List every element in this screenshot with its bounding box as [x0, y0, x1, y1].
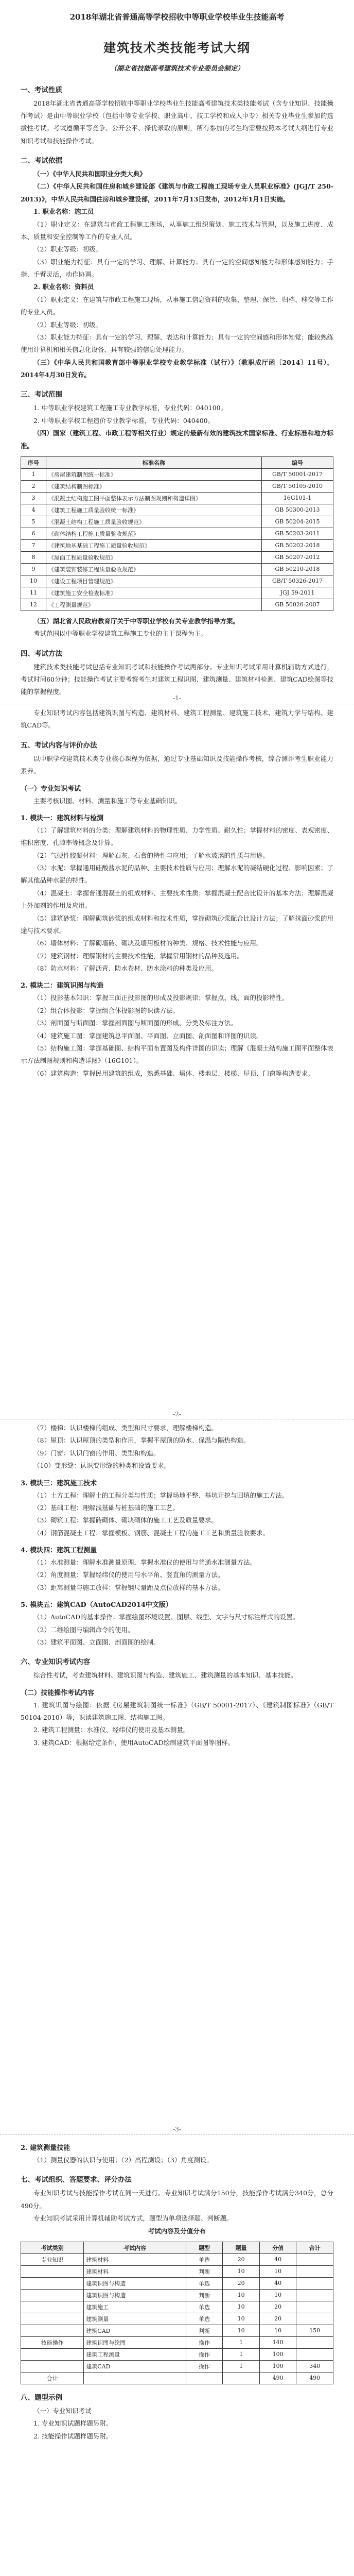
table-cell: 合计 [21, 2372, 84, 2384]
table-cell: 100 [259, 2348, 296, 2360]
paragraph: （4）钢筋混凝土工程：掌握模板、钢筋、混凝土工程的施工工艺和质量验收要求。 [33, 1529, 269, 1537]
table-cell: 10 [223, 2289, 260, 2301]
paragraph: （3）剖面图与断面图：掌握剖面图与断面图的形成、分类及标注方法。 [33, 1019, 237, 1027]
paragraph: （1）职业定义：在建筑与市政工程施工现场，从事施工信息资料的收集、整理、保管、归档、移交等工作的专业人员。 [21, 295, 333, 316]
paragraph: （3）职业能力特征：具有一定的学习、理解、计算能力；具有一定的空间感知能力和形体感知能力；手指、手臂灵活，动作协调。 [21, 258, 333, 278]
paragraph: 考试范围以中等职业学校建筑工程施工专业的主干课程为主。 [33, 630, 207, 638]
table-cell: 10 [223, 2313, 260, 2325]
subsection-heading: 2. 建筑测量技能 [21, 2144, 70, 2152]
paragraph: （2）职业等级：初级。 [33, 245, 102, 253]
table-row [21, 575, 333, 587]
table-cell: 20 [259, 2313, 296, 2325]
paragraph: 专业知识考试采用计算机辅助考试方式，题型为单项选择题、判断题。 [33, 2214, 233, 2223]
table-cell: GB/T 50105-2010 [262, 480, 333, 492]
table-cell [21, 2301, 84, 2313]
table-cell [84, 2372, 186, 2384]
table-cell: 建筑材料 [84, 2265, 186, 2277]
table-cell: JGJ 59-2011 [262, 587, 333, 599]
paragraph: （1）土方工程：理解土的工程分类与性质；掌握场地平整、基坑开挖与回填的施工方法。 [33, 1491, 289, 1499]
page-4 [0, 2137, 354, 2576]
paragraph: 2. 中等职业学校工程造价专业教学标准，专业代码：040400。 [33, 416, 215, 425]
paragraph: （一）专业知识考试 [33, 2406, 92, 2415]
table-row [21, 528, 333, 539]
paragraph: 2. 建筑工程测量：水准仪、经纬仪的使用及基本测量。 [33, 1726, 190, 1734]
table-cell: 40 [259, 2253, 296, 2265]
table-cell: 《工程测量规范》 [46, 599, 262, 611]
page-number: -1- [173, 694, 181, 702]
table-cell [296, 2336, 333, 2348]
section-heading: 五、考试内容与评价办法 [21, 741, 97, 750]
paragraph: 综合性考试，考查建筑材料、建筑识图与构造、建筑施工、建筑测量的基本知识、基本技能。 [33, 1671, 297, 1680]
paragraph: （1）AutoCAD的基本操作：掌握绘图环境设置、图层、线型、文字与尺寸标注样式的设置。 [33, 1613, 299, 1621]
table-cell: GB 50207-2012 [262, 551, 333, 563]
table-cell: 10 [223, 2325, 260, 2336]
table-cell: 《建筑装饰装修工程质量验收规范》 [46, 563, 262, 575]
table-cell [296, 2265, 333, 2277]
table-cell: 10 [259, 2289, 296, 2301]
paragraph: 专业知识考试内容包括建筑识图与构造、建筑材料、建筑工程测量、建筑施工技术、建筑力学与结构、建筑CAD等。 [21, 709, 333, 730]
paragraph: 1. 中等职业学校建筑工程施工专业教学标准，专业代码：040100。 [33, 404, 227, 412]
table-cell: 《房屋建筑制图统一标准》 [46, 468, 262, 480]
table-cell [223, 2372, 260, 2384]
table-cell: 1 [21, 468, 46, 480]
table-header: 考试类别 [21, 2242, 84, 2253]
table-cell: GB 50204-2015 [262, 516, 333, 528]
subsection-heading: 3. 模块三：建筑施工技术 [21, 1479, 97, 1487]
paragraph: （2）气硬性胶凝材料：理解石灰、石膏的特性与应用；了解水玻璃的性质与用途。 [33, 851, 269, 859]
table-row [21, 587, 333, 599]
table-cell: 判断 [186, 2265, 223, 2277]
paragraph: （6）建筑构造：掌握民用建筑的组成，熟悉基础、墙体、楼地层、楼梯、屋顶、门窗等构造要求。 [33, 1069, 314, 1077]
table-cell: 1 [223, 2336, 260, 2348]
page-number: -2- [173, 1411, 181, 1418]
table-row [21, 2336, 333, 2348]
table-header: 编号 [262, 456, 333, 468]
table-cell: 20 [259, 2301, 296, 2313]
page-number: -3- [173, 2126, 181, 2133]
table-cell: GB 50300-2013 [262, 504, 333, 516]
paragraph: 主要考核识图、材料、测量和施工等专业基础知识。 [33, 796, 182, 805]
paragraph: （7）建筑钢材：理解钢材的主要技术性能，掌握常用钢材的品种及选用。 [33, 952, 243, 960]
table-cell: 《建筑施工安全检查标准》 [46, 587, 262, 599]
table-cell: 1 [223, 2348, 260, 2360]
table-cell: 340 [296, 2360, 333, 2372]
paragraph: （3）砌筑工程：掌握砖砌体、砌块砌体的施工工艺及质量要求。 [33, 1516, 218, 1524]
page-1 [0, 0, 354, 694]
table-cell: 技能操作 [21, 2336, 84, 2348]
table-cell: 10 [259, 2265, 296, 2277]
paragraph: （9）门窗：认识门窗的作用、类型和构造。 [33, 1449, 160, 1457]
paragraph: 专业知识考试与技能操作考试在同一天进行。专业知识考试满分150分，技能操作考试满分340分，总分490分。 [21, 2189, 333, 2210]
table-cell: 140 [259, 2336, 296, 2348]
paragraph: 2. 技能操作试题样题另附。 [33, 2432, 113, 2440]
table-cell: 11 [21, 587, 46, 599]
table-title: 考试内容及分值分布 [148, 2227, 206, 2235]
table-cell: 1 [223, 2360, 260, 2372]
table-cell [296, 2277, 333, 2289]
table-header: 合计 [296, 2242, 333, 2253]
table-row [21, 2301, 333, 2313]
paragraph: 以中职学校建筑技术类专业核心课程为依据，通过专业基础知识及技能操作考核，综合测评考生职业能力素养。 [21, 754, 333, 775]
table-cell: 单选 [186, 2253, 223, 2265]
table-cell [21, 2265, 84, 2277]
paragraph: 1. 建筑识图与绘图：依据《房屋建筑制图统一标准》（GB/T 50001-2017）、《建筑制图标准》（GB/T 50104-2010）等，识读建筑施工图、结构施工图。 [21, 1701, 333, 1721]
table-cell: 专业知识 [21, 2253, 84, 2265]
paragraph: （7）楼梯：认识楼梯的组成、类型和尺寸要求，理解楼梯构造。 [33, 1424, 218, 1432]
table-cell [21, 2360, 84, 2372]
table-cell: 建筑CAD [84, 2360, 186, 2372]
table-cell: 20 [223, 2277, 260, 2289]
table-header: 标准名称 [46, 456, 262, 468]
table-cell [21, 2289, 84, 2301]
section-heading: 三、考试范围 [21, 391, 62, 399]
table-cell: 《混凝土结构施工图平面整体表示方法制图规则和构造详图》 [46, 492, 262, 504]
table-cell: 10 [21, 575, 46, 587]
table-cell: 2 [21, 480, 46, 492]
table-cell: GB/T 50001-2017 [262, 468, 333, 480]
table-row [21, 2277, 333, 2289]
table-cell: 建筑材料 [84, 2253, 186, 2265]
paragraph: 2018年湖北省普通高等学校招收中等职业学校毕业生技能高考建筑技术类技能考试（含专业知识、技能操作考试）是由中等职业学校（包括中等专业学校、职业高中、技工学校和成人中专）相关专业毕业生参加的选拔性考试。考试遵循平等竞争、公开公平、择优录取的原则，所有参加的考生均需要按照本考试大纲进行专业知识考试和技能操作考试。 [21, 99, 333, 145]
table-cell [186, 2372, 223, 2384]
table-cell: 建筑识图与构造 [84, 2289, 186, 2301]
paragraph: （2）职业等级：初级。 [33, 320, 102, 329]
table-cell: 20 [223, 2253, 260, 2265]
table-cell [21, 2277, 84, 2289]
table-cell: 《砌体结构工程施工质量验收规范》 [46, 528, 262, 539]
paragraph: （三）《中华人民共和国教育部中等职业学校专业教学标准（试行）》（教职成厅函〔2014〕11号），2014年4月30日发布。 [21, 358, 333, 379]
table-cell: GB 50203-2011 [262, 528, 333, 539]
table-cell: 操作 [186, 2348, 223, 2360]
table-cell: 建筑工程测量 [84, 2348, 186, 2360]
paragraph: （2）基础工程：理解浅基础与桩基础的施工工艺。 [33, 1503, 179, 1512]
table-row [21, 563, 333, 575]
paragraph: （8）防水材料：了解沥青、防水卷材、防水涂料的种类及应用。 [33, 964, 218, 972]
table-cell [296, 2301, 333, 2313]
paragraph: （四）国家（建筑工程、市政工程等相关行业）规定的最新有效的建筑技术国家标准、行业标准和地方标准。 [21, 429, 333, 450]
table-cell: 40 [259, 2277, 296, 2289]
table-row [21, 2372, 333, 2384]
subsection-heading: （一）专业知识考试 [21, 785, 81, 793]
paragraph: （2）角度测量：掌握经纬仪的使用与水平角、竖直角的测量方法。 [33, 1571, 224, 1579]
paragraph: （6）墙体材料：了解砌墙砖、砌块及墙用板材的种类、规格、技术性能与应用。 [33, 939, 263, 947]
paragraph: （1）水准测量：理解水准测量原理，掌握水准仪的使用与普通水准测量方法。 [33, 1558, 256, 1566]
table-row [21, 551, 333, 563]
paragraph: （1）测量仪器的认识与使用；（2）高程测设；（3）角度测设。 [33, 2156, 213, 2164]
table-header: 考试内容 [84, 2242, 186, 2253]
table-cell: GB 50210-2018 [262, 563, 333, 575]
section-heading: 四、考试方法 [21, 649, 62, 658]
table-cell: 10 [223, 2265, 260, 2277]
table-cell: 建筑识图与构造 [84, 2277, 186, 2289]
table-cell: 150 [296, 2325, 333, 2336]
section-heading: 二、考试依据 [21, 157, 62, 165]
doc-title-top: 2018年湖北省普通高等学校招收中等职业学校毕业生技能高考 [69, 12, 285, 22]
table-cell: 3 [21, 492, 46, 504]
paragraph: 建筑技术类技能考试包括专业知识考试和技能操作考试两部分。专业知识考试采用计算机辅助方式进行，考试时间60分钟；技能操作考试主要考察考生对建筑工程识图、建筑测量、建筑材料检测、建筑CAD绘图等技能的掌握程度。 [21, 663, 333, 696]
table-cell: 100 [259, 2360, 296, 2372]
table-cell: 490 [296, 2372, 333, 2384]
paragraph: （2）组合体投影：掌握组合体投影图的识读方法。 [33, 1006, 179, 1014]
paragraph: （3）距离测量与施工放样：掌握钢尺量距及点位放样的基本方法。 [33, 1583, 224, 1591]
table-cell: 单选 [186, 2277, 223, 2289]
section-heading: 六、专业知识考试内容 [21, 1658, 90, 1667]
table-cell: 操作 [186, 2336, 223, 2348]
table-cell [296, 2253, 333, 2265]
table-cell: 7 [21, 539, 46, 551]
table-cell: 建筑CAD [84, 2325, 186, 2336]
table-cell: 建筑施工 [84, 2301, 186, 2313]
table-cell: GB 50202-2018 [262, 539, 333, 551]
table-cell: 16G101-1 [262, 492, 333, 504]
table-cell: 单选 [186, 2313, 223, 2325]
table-row [21, 2265, 333, 2277]
table-cell: 《建筑工程施工质量验收统一标准》 [46, 504, 262, 516]
table-cell: 10 [259, 2325, 296, 2336]
table-cell: 单选 [186, 2301, 223, 2313]
table-cell: 《混凝土结构工程施工质量验收规范》 [46, 516, 262, 528]
paragraph: （4）混凝土：掌握普通混凝土的组成材料、主要技术性质；掌握混凝土配合比设计的基本方法；理解混凝土外加剂的作用及应用。 [21, 889, 333, 910]
table-cell: 8 [21, 551, 46, 563]
paragraph: （5）建筑砂浆：理解砌筑砂浆的组成材料和技术性质，掌握砌筑砂浆配合比设计方法；了解抹面砂浆的用途与技术要求。 [21, 914, 333, 935]
paragraph: 2. 职业名称：资料员 [33, 283, 94, 291]
score-table [21, 2242, 333, 2384]
paragraph: （1）了解建筑材料的分类；理解建筑材料的物理性质、力学性质、耐久性；掌握材料的密度、表观密度、堆积密度、孔隙率等概念及计算。 [21, 826, 333, 847]
table-header: 序号 [21, 456, 46, 468]
table-row [21, 2325, 333, 2336]
paragraph: （五）湖北省人民政府教育厅关于中等职业学校有关专业教学指导方案。 [33, 617, 240, 625]
table-cell: 12 [21, 599, 46, 611]
table-header: 分值 [259, 2242, 296, 2253]
table-row [21, 2253, 333, 2265]
table-row [21, 539, 333, 551]
table-row [21, 2289, 333, 2301]
table-row [21, 480, 333, 492]
table-header: 题量 [223, 2242, 260, 2253]
paragraph: （5）结构施工图：掌握基础图、结构平面布置图及构件详图的识读；理解《混凝土结构施工图平面整体表示方法制图规则和构造详图》（16G101）。 [21, 1044, 333, 1065]
table-cell [296, 2289, 333, 2301]
paragraph: 1. 职业名称：施工员 [33, 208, 94, 216]
table-cell: 判断 [186, 2325, 223, 2336]
subsection-heading: 4. 模块四：建筑工程测量 [21, 1547, 97, 1554]
subsection-heading: 1. 模块一：建筑材料与检测 [21, 814, 104, 822]
table-cell: 490 [259, 2372, 296, 2384]
table-cell: GB 50026-2007 [262, 599, 333, 611]
table-row [21, 516, 333, 528]
table-cell: 10 [223, 2301, 260, 2313]
paragraph: （1）职业定义：在建筑与市政工程施工现场，从事施工组织策划、施工技术与管理，以及施工进度、成本、质量和安全控制等工作的专业人员。 [21, 220, 333, 241]
table-cell: 《建筑地基基础工程施工质量验收规范》 [46, 539, 262, 551]
table-cell: 《建设工程项目管理规范》 [46, 575, 262, 587]
table-row [21, 2348, 333, 2360]
table-cell: 判断 [186, 2289, 223, 2301]
table-cell: 《屋面工程质量验收规范》 [46, 551, 262, 563]
table-cell: 5 [21, 516, 46, 528]
subsection-heading: （二）技能操作考试内容 [21, 1689, 95, 1697]
paragraph: （2）二维绘图与编辑命令的使用。 [33, 1625, 134, 1634]
paragraph: （3）建筑平面图、立面图、剖面图的绘制。 [33, 1638, 160, 1646]
table-cell: 4 [21, 504, 46, 516]
doc-subtitle: （湖北省技能高考建筑技术专业委员会制定） [110, 64, 244, 73]
table-row [21, 492, 333, 504]
table-cell: 建筑识图与绘图 [84, 2336, 186, 2348]
table-cell [21, 2348, 84, 2360]
paragraph: （4）建筑施工图：掌握建筑总平面图、平面图、立面图、剖面图和详图的识读。 [33, 1031, 263, 1040]
table-row [21, 599, 333, 611]
paragraph: （3）职业能力特征：具有一定的学习、理解、表达和计算能力；具有一定的空间感和形体知觉；能较熟练使用计算机和相关信息化设备，具有较强的信息处理能力。 [21, 333, 333, 354]
subsection-heading: 5. 模块五：建筑CAD（AutoCAD2014中文版） [21, 1601, 172, 1609]
table-cell: GB/T 50326-2017 [262, 575, 333, 587]
table-cell: 建筑测量 [84, 2313, 186, 2325]
standards-table [21, 456, 333, 611]
page-3 [0, 1422, 354, 2126]
paragraph: 1. 专业知识试题样题另附。 [33, 2419, 113, 2428]
section-heading: 八、题型示例 [21, 2393, 62, 2402]
paragraph: （1）投影基本知识：掌握三面正投影图的形成及投影规律；掌握点、线、面的投影特性。 [33, 994, 289, 1002]
table-row [21, 468, 333, 480]
paragraph: 3. 建筑CAD：根据给定条件，使用AutoCAD绘制建筑平面图等图样。 [33, 1738, 235, 1747]
paragraph: （8）屋顶：认识屋顶的类型和作用，掌握平屋顶的防水、保温与隔热构造。 [33, 1436, 250, 1445]
paragraph: （一）《中华人民共和国职业分类大典》 [33, 170, 146, 178]
page-2 [0, 707, 354, 1411]
table-cell [296, 2313, 333, 2325]
table-cell [296, 2348, 333, 2360]
doc-title-main: 建筑技术类技能考试大纲 [103, 40, 251, 55]
section-heading: 七、考试组织、答题要求、评分办法 [21, 2176, 132, 2184]
section-heading: 一、考试性质 [21, 86, 62, 94]
table-cell: 6 [21, 528, 46, 539]
table-cell: 9 [21, 563, 46, 575]
table-row [21, 504, 333, 516]
table-cell: 《建筑结构制图标准》 [46, 480, 262, 492]
subsection-heading: 2. 模块二：建筑识图与构造 [21, 982, 104, 990]
table-row [21, 2360, 333, 2372]
table-cell [21, 2325, 84, 2336]
table-cell: 操作 [186, 2360, 223, 2372]
paragraph: （3）水泥：掌握通用硅酸盐水泥的品种、主要技术性质与应用；理解水泥的凝结硬化过程、影响因素；了解其他品种水泥的特性。 [21, 864, 333, 885]
table-cell [21, 2313, 84, 2325]
table-header: 题型 [186, 2242, 223, 2253]
paragraph: （10）变形缝：认识变形缝的种类和设置要求。 [33, 1462, 170, 1470]
table-row [21, 2313, 333, 2325]
paragraph: （二）《中华人民共和国住房和城乡建设部《建筑与市政工程施工现场专业人员职业标准》(JGJ/T 250-2013)》，中华人民共和国住房和城乡建设部，2011年7月13日发布，2012年1月1日实施。 [21, 182, 333, 203]
